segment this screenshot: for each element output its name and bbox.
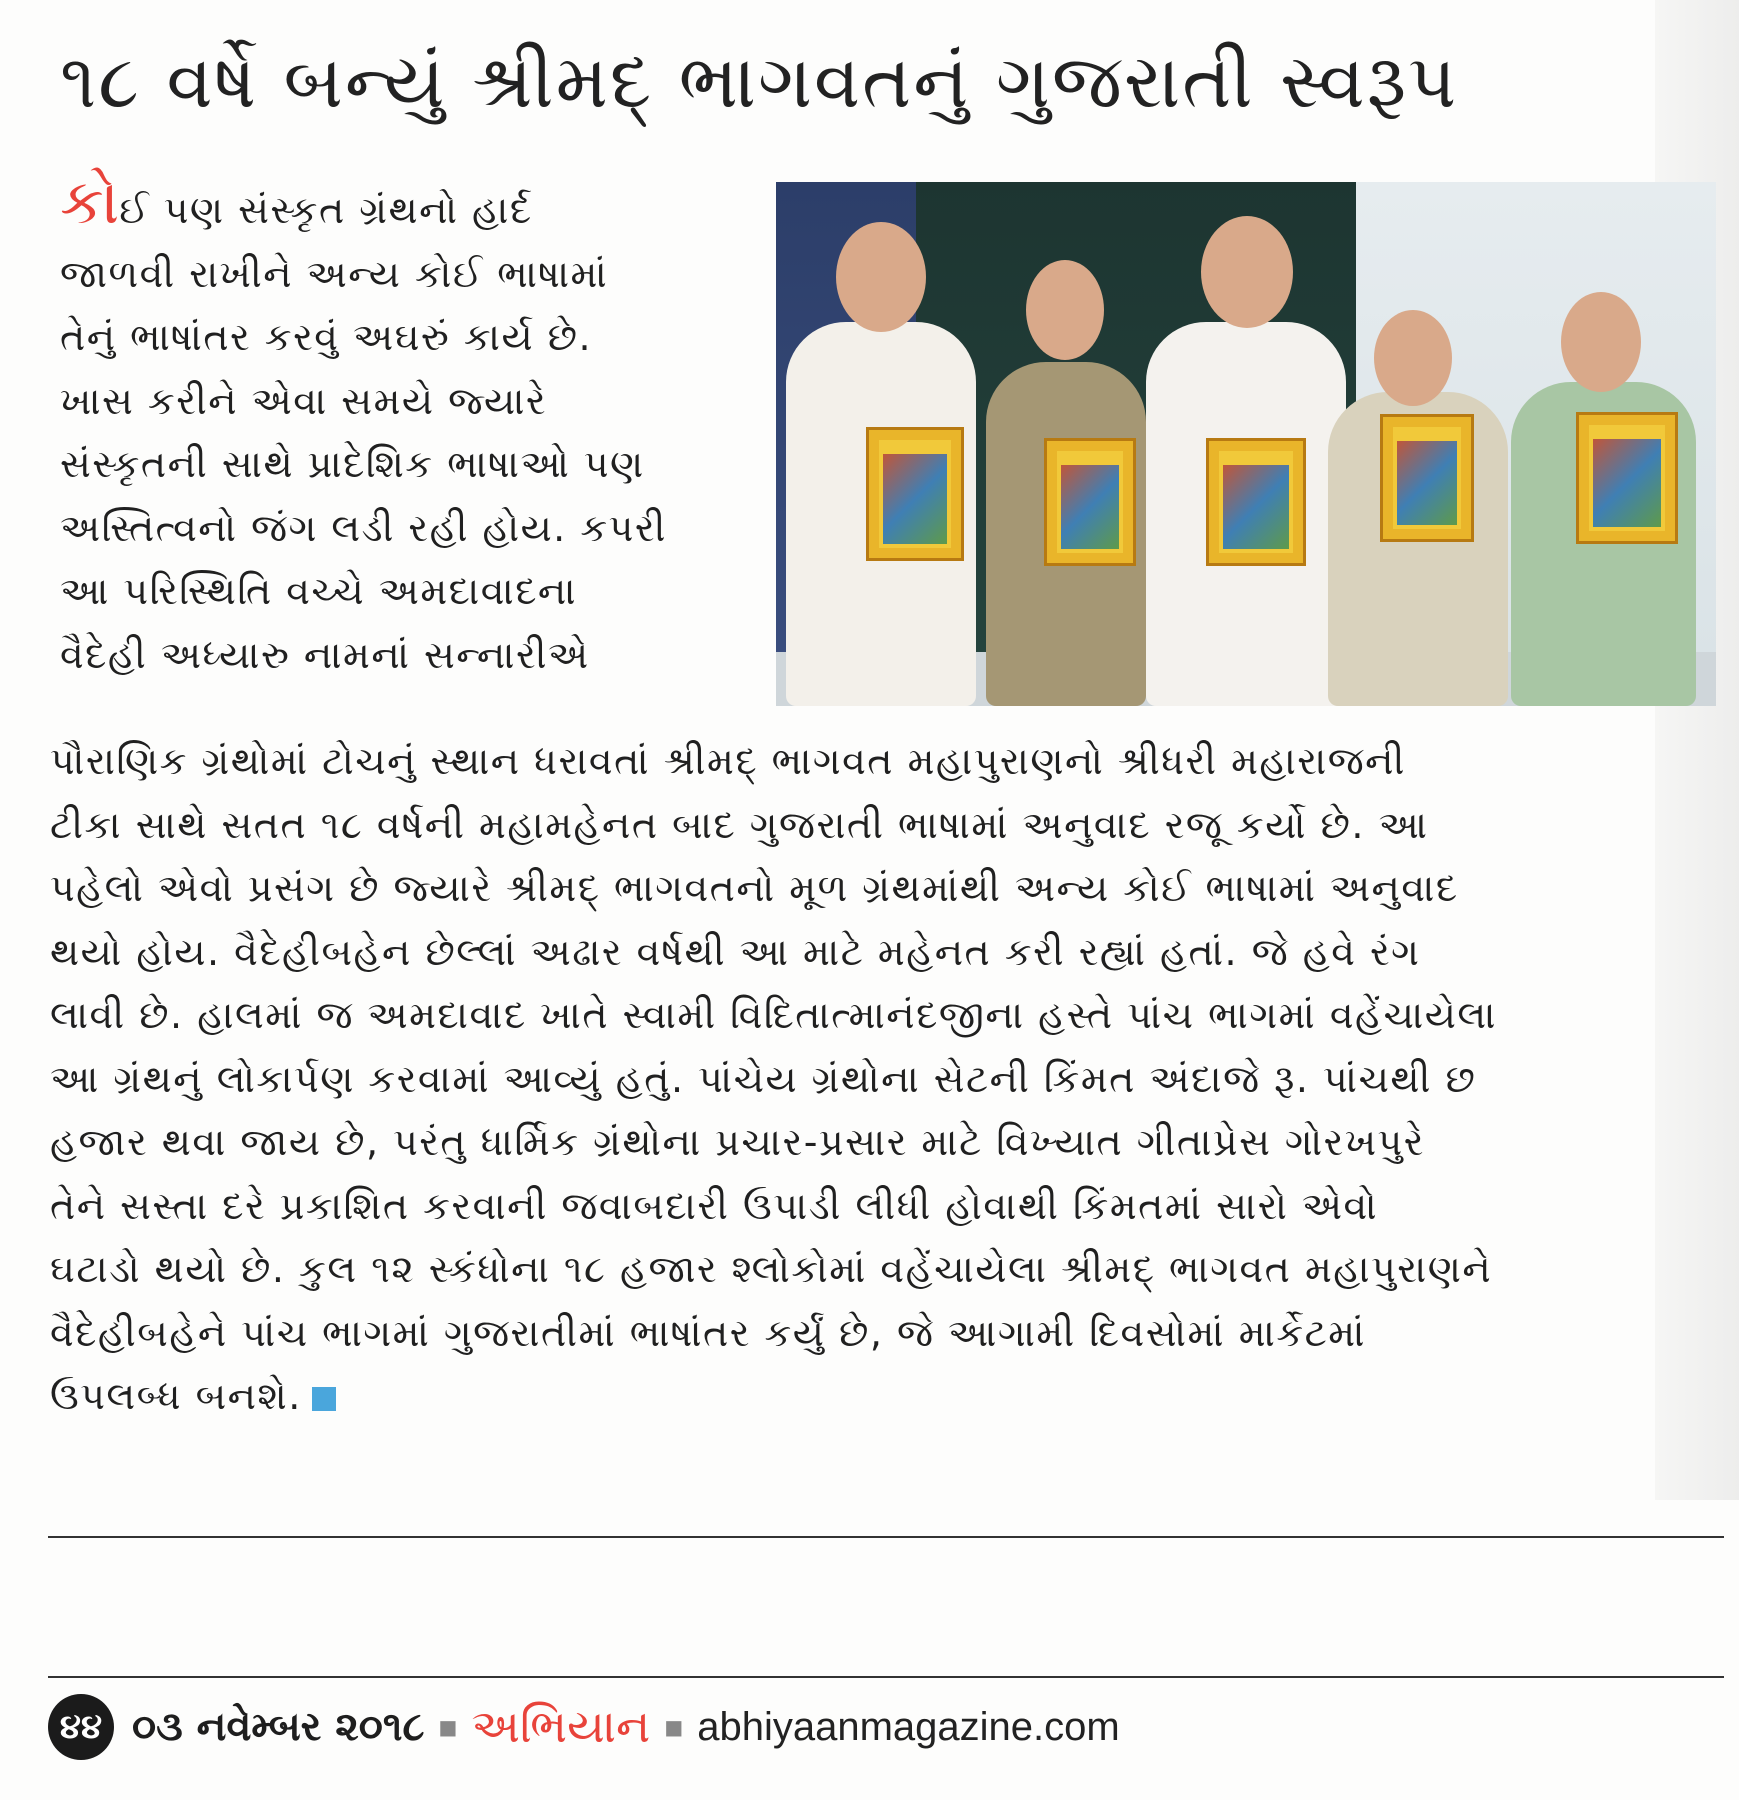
article-line: તેને સસ્તા દરે પ્રકાશિત કરવાની જવાબદારી ઉપાડી લીધી હોવાથી કિંમતમાં સારો એવો [50,1183,1379,1228]
divider-top [48,1536,1724,1538]
article-line: કોઈ પણ સંસ્કૃત ગ્રંથનો હાર્દ [60,165,533,238]
article-line: પૌરાણિક ગ્રંથોમાં ટોચનું સ્થાન ધરાવતાં શ્રીમદ્ ભાગવત મહાપુરાણનો શ્રીધરી મહારાજની [50,739,1406,783]
issue-date: ૦૩ નવેમ્બર ૨૦૧૮ [132,1704,425,1750]
footer-separator: ■ [664,1715,684,1739]
photo-head-2 [1026,260,1104,360]
article-line: આ ગ્રંથનું લોકાર્પણ કરવામાં આવ્યું હતું. પાંચેય ગ્રંથોના સેટની કિંમત અંદાજે રૂ. પાંચથી છ [50,1056,1477,1101]
article-headline: ૧૮ વર્ષે બન્યું શ્રીમદ્ ભાગવતનું ગુજરાતી સ્વરૂપ [60,39,1459,125]
article-line: પહેલો એવો પ્રસંગ છે જ્યારે શ્રીમદ્ ભાગવતનો મૂળ ગ્રંથમાંથી અન્ય કોઈ ભાષામાં અનુવાદ [50,866,1459,910]
article-line: વૈદેહીબહેને પાંચ ભાગમાં ગુજરાતીમાં ભાષાંતર કર્યું છે, જે આગામી દિવસોમાં માર્કેટમાં [50,1310,1366,1355]
article-line: ઉપલબ્ધ બનશે. [50,1365,1497,1429]
article-body-full [50,730,1497,1429]
photo-head-3 [1201,216,1293,328]
photo-book-2 [1044,438,1136,566]
photo-book-1 [866,427,964,561]
photo-book-5 [1576,412,1678,544]
article-body-top [60,165,667,687]
photo-head-1 [836,222,926,332]
article-line: આ પરિસ્થિતિ વચ્ચે અમદાવાદના [60,569,578,613]
book-launch-photo [776,182,1716,706]
page-number-badge: ૪૪ [48,1694,114,1760]
article-line: ખાસ કરીને એવા સમયે જ્યારે [60,378,548,423]
article-line: થયો હોય. વૈદેહીબહેન છેલ્લાં અઢાર વર્ષથી આ માટે મહેનત કરી રહ્યાં હતાં. જે હવે રંગ [50,929,1421,974]
article-line: જાળવી રાખીને અન્ય કોઈ ભાષામાં [60,251,609,296]
divider-bottom [48,1676,1724,1678]
magazine-website[interactable]: abhiyaanmagazine.com [697,1704,1120,1749]
end-mark-icon [312,1387,336,1411]
article-line: અસ્તિત્વનો જંગ લડી રહી હોય. કપરી [60,505,667,550]
photo-head-5 [1561,292,1641,392]
magazine-brand: અભિયાન [471,1699,651,1753]
article-line: લાવી છે. હાલમાં જ અમદાવાદ ખાતે સ્વામી વિદિતાત્માનંદજીના હસ્તે પાંચ ભાગમાં વહેંચાયેલા [50,993,1497,1037]
photo-book-4 [1380,414,1474,542]
drop-cap: કો [60,165,120,238]
article-line: વૈદેહી અધ્યારુ નામનાં સન્નારીએ [60,632,590,677]
photo-book-3 [1206,438,1306,566]
photo-head-4 [1374,310,1452,406]
article-line: તેનું ભાષાંતર કરવું અઘરું કાર્ય છે. [60,315,593,359]
article-line: સંસ્કૃતની સાથે પ્રાદેશિક ભાષાઓ પણ [60,442,645,486]
article-line: ઘટાડો થયો છે. કુલ ૧૨ સ્કંધોના ૧૮ હજાર શ્લોકોમાં વહેંચાયેલા શ્રીમદ્ ભાગવત મહાપુરાણને [50,1247,1493,1291]
page-footer [48,1692,1120,1762]
footer-separator: ■ [438,1715,458,1739]
article-line: ટીકા સાથે સતત ૧૮ વર્ષની મહામહેનત બાદ ગુજરાતી ભાષામાં અનુવાદ રજૂ કર્યો છે. આ [50,802,1429,847]
article-line: હજાર થવા જાય છે, પરંતુ ધાર્મિક ગ્રંથોના પ્રચાર-પ્રસાર માટે વિખ્યાત ગીતાપ્રેસ ગોરખપુરે [50,1120,1425,1164]
